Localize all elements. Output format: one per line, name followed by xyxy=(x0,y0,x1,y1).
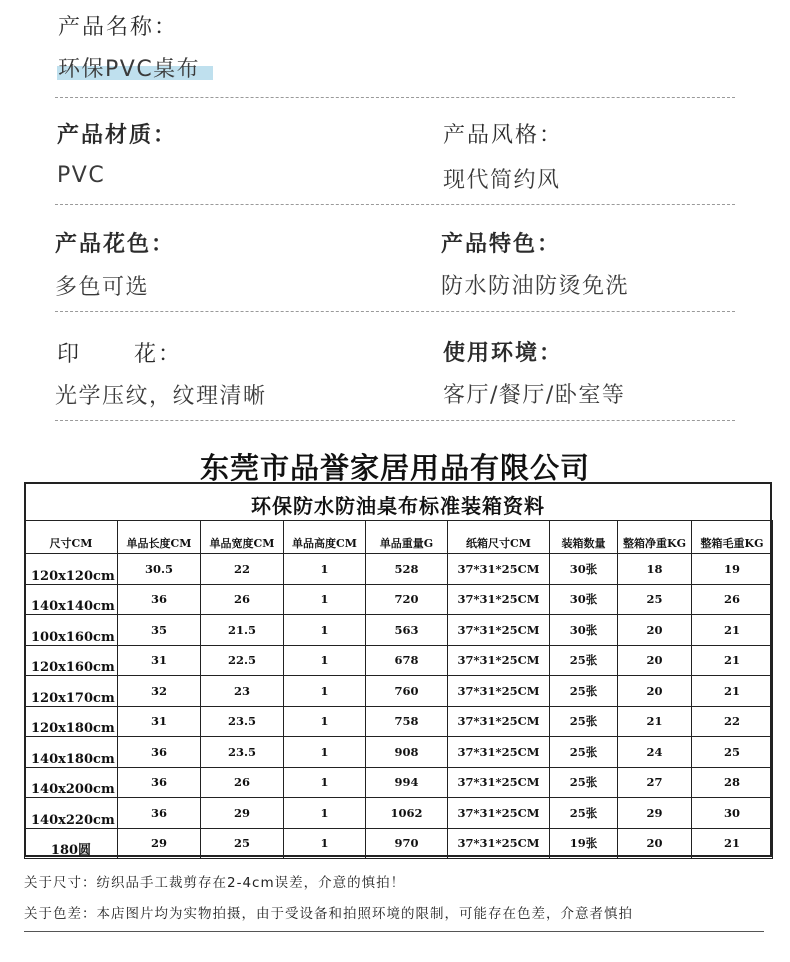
size-cell: 120x170cm xyxy=(25,676,118,707)
table-cell: 37*31*25CM xyxy=(448,798,550,829)
table-cell: 25张 xyxy=(550,706,618,737)
table-cell: 18 xyxy=(618,554,692,585)
product-name-value: 环保PVC桌布 xyxy=(58,57,201,82)
divider xyxy=(55,311,735,312)
table-cell: 30张 xyxy=(550,554,618,585)
column-header: 纸箱尺寸CM xyxy=(448,521,550,554)
table-cell: 25 xyxy=(692,737,773,768)
size-cell: 140x140cm xyxy=(25,584,118,615)
table-cell: 35 xyxy=(118,615,201,646)
table-cell: 23.5 xyxy=(201,706,284,737)
table-cell: 1 xyxy=(284,645,366,676)
table-row xyxy=(25,554,773,585)
size-cell: 140x220cm xyxy=(25,798,118,829)
table-cell: 36 xyxy=(118,798,201,829)
table-cell: 563 xyxy=(366,615,448,646)
feature-label: 产品特色： xyxy=(441,232,562,257)
table-cell: 678 xyxy=(366,645,448,676)
table-cell: 22.5 xyxy=(201,645,284,676)
divider xyxy=(55,97,735,98)
column-header: 单品宽度CM xyxy=(201,521,284,554)
print-label-first: 印 xyxy=(57,342,82,367)
table-cell: 20 xyxy=(618,828,692,859)
table-row xyxy=(25,737,773,768)
table-cell: 1 xyxy=(284,828,366,859)
table-title: 环保防水防油桌布标准装箱资料 xyxy=(251,494,545,518)
style-value: 现代简约风 xyxy=(443,168,561,193)
size-cell: 140x200cm xyxy=(25,767,118,798)
table-cell: 758 xyxy=(366,706,448,737)
company-title: 东莞市品誉家居用品有限公司 xyxy=(199,451,590,485)
product-name-label: 产品名称： xyxy=(58,15,179,40)
table-cell: 21 xyxy=(692,676,773,707)
table-cell: 970 xyxy=(366,828,448,859)
table-cell: 908 xyxy=(366,737,448,768)
table-cell: 26 xyxy=(201,767,284,798)
table-cell: 30张 xyxy=(550,615,618,646)
table-cell: 1 xyxy=(284,767,366,798)
table-cell: 20 xyxy=(618,645,692,676)
table-cell: 528 xyxy=(366,554,448,585)
style-label: 产品风格： xyxy=(443,123,564,148)
usage-label: 使用环境： xyxy=(443,341,564,366)
table-cell: 20 xyxy=(618,676,692,707)
table-cell: 28 xyxy=(692,767,773,798)
table-row xyxy=(25,798,773,829)
column-header: 整箱净重KG xyxy=(618,521,692,554)
column-header: 装箱数量 xyxy=(550,521,618,554)
table-row xyxy=(25,615,773,646)
table-cell: 1 xyxy=(284,737,366,768)
table-cell: 19张 xyxy=(550,828,618,859)
table-cell: 26 xyxy=(692,584,773,615)
table-row xyxy=(25,645,773,676)
table-cell: 29 xyxy=(201,798,284,829)
table-cell: 37*31*25CM xyxy=(448,737,550,768)
color-label: 产品花色： xyxy=(55,232,176,257)
column-header: 单品长度CM xyxy=(118,521,201,554)
table-cell: 760 xyxy=(366,676,448,707)
table-cell: 25 xyxy=(618,584,692,615)
table-cell: 21.5 xyxy=(201,615,284,646)
size-cell: 120x160cm xyxy=(25,645,118,676)
size-cell: 120x120cm xyxy=(25,554,118,585)
material-label: 产品材质： xyxy=(57,123,178,148)
table-cell: 20 xyxy=(618,615,692,646)
table-cell: 37*31*25CM xyxy=(448,676,550,707)
table-cell: 25 xyxy=(201,828,284,859)
table-cell: 720 xyxy=(366,584,448,615)
size-note: 关于尺寸：纺织品手工裁剪存在2-4cm误差，介意的慎拍！ xyxy=(24,875,406,891)
table-cell: 1 xyxy=(284,615,366,646)
table-cell: 1 xyxy=(284,584,366,615)
table-cell: 25张 xyxy=(550,676,618,707)
table-cell: 1 xyxy=(284,798,366,829)
table-cell: 29 xyxy=(118,828,201,859)
table-cell: 30 xyxy=(692,798,773,829)
table-cell: 37*31*25CM xyxy=(448,615,550,646)
column-header: 整箱毛重KG xyxy=(692,521,773,554)
table-cell: 24 xyxy=(618,737,692,768)
table-row xyxy=(25,828,773,859)
table-cell: 25张 xyxy=(550,798,618,829)
table-row xyxy=(25,706,773,737)
print-label-second: 花： xyxy=(134,342,183,367)
table-row xyxy=(25,676,773,707)
material-value: PVC xyxy=(57,163,106,188)
feature-value: 防水防油防烫免洗 xyxy=(441,274,630,299)
table-cell: 21 xyxy=(692,645,773,676)
table-cell: 23.5 xyxy=(201,737,284,768)
table-cell: 31 xyxy=(118,645,201,676)
table-cell: 1 xyxy=(284,706,366,737)
table-cell: 994 xyxy=(366,767,448,798)
table-header-row xyxy=(25,521,773,554)
divider xyxy=(55,204,735,205)
table-cell: 37*31*25CM xyxy=(448,828,550,859)
size-cell: 140x180cm xyxy=(25,737,118,768)
table-cell: 37*31*25CM xyxy=(448,767,550,798)
column-header: 尺寸CM xyxy=(25,521,118,554)
print-value: 光学压纹，纹理清晰 xyxy=(55,384,267,409)
table-cell: 37*31*25CM xyxy=(448,645,550,676)
table-cell: 22 xyxy=(692,706,773,737)
table-cell: 31 xyxy=(118,706,201,737)
table-cell: 1 xyxy=(284,554,366,585)
table-cell: 30张 xyxy=(550,584,618,615)
size-cell: 180圆 xyxy=(25,828,118,859)
table-cell: 21 xyxy=(618,706,692,737)
column-header: 单品高度CM xyxy=(284,521,366,554)
table-cell: 29 xyxy=(618,798,692,829)
table-cell: 27 xyxy=(618,767,692,798)
table-cell: 21 xyxy=(692,615,773,646)
table-cell: 25张 xyxy=(550,737,618,768)
table-cell: 22 xyxy=(201,554,284,585)
size-cell: 100x160cm xyxy=(25,615,118,646)
color-value: 多色可选 xyxy=(55,275,150,300)
color-note: 关于色差：本店图片均为实物拍摄，由于受设备和拍照环境的限制，可能存在色差，介意者慎拍 xyxy=(24,906,633,922)
table-cell: 25张 xyxy=(550,767,618,798)
column-header: 单品重量G xyxy=(366,521,448,554)
table-cell: 1062 xyxy=(366,798,448,829)
usage-value: 客厅/餐厅/卧室等 xyxy=(443,383,626,408)
table-cell: 36 xyxy=(118,584,201,615)
table-cell: 32 xyxy=(118,676,201,707)
table-cell: 37*31*25CM xyxy=(448,706,550,737)
table-cell: 25张 xyxy=(550,645,618,676)
table-cell: 1 xyxy=(284,676,366,707)
table-cell: 37*31*25CM xyxy=(448,584,550,615)
packing-table xyxy=(24,520,773,859)
divider xyxy=(55,420,735,421)
table-cell: 19 xyxy=(692,554,773,585)
table-cell: 30.5 xyxy=(118,554,201,585)
table-row xyxy=(25,584,773,615)
table-cell: 36 xyxy=(118,767,201,798)
table-cell: 21 xyxy=(692,828,773,859)
bottom-rule xyxy=(24,931,764,932)
table-row xyxy=(25,767,773,798)
table-cell: 36 xyxy=(118,737,201,768)
table-cell: 37*31*25CM xyxy=(448,554,550,585)
table-cell: 23 xyxy=(201,676,284,707)
table-cell: 26 xyxy=(201,584,284,615)
size-cell: 120x180cm xyxy=(25,706,118,737)
